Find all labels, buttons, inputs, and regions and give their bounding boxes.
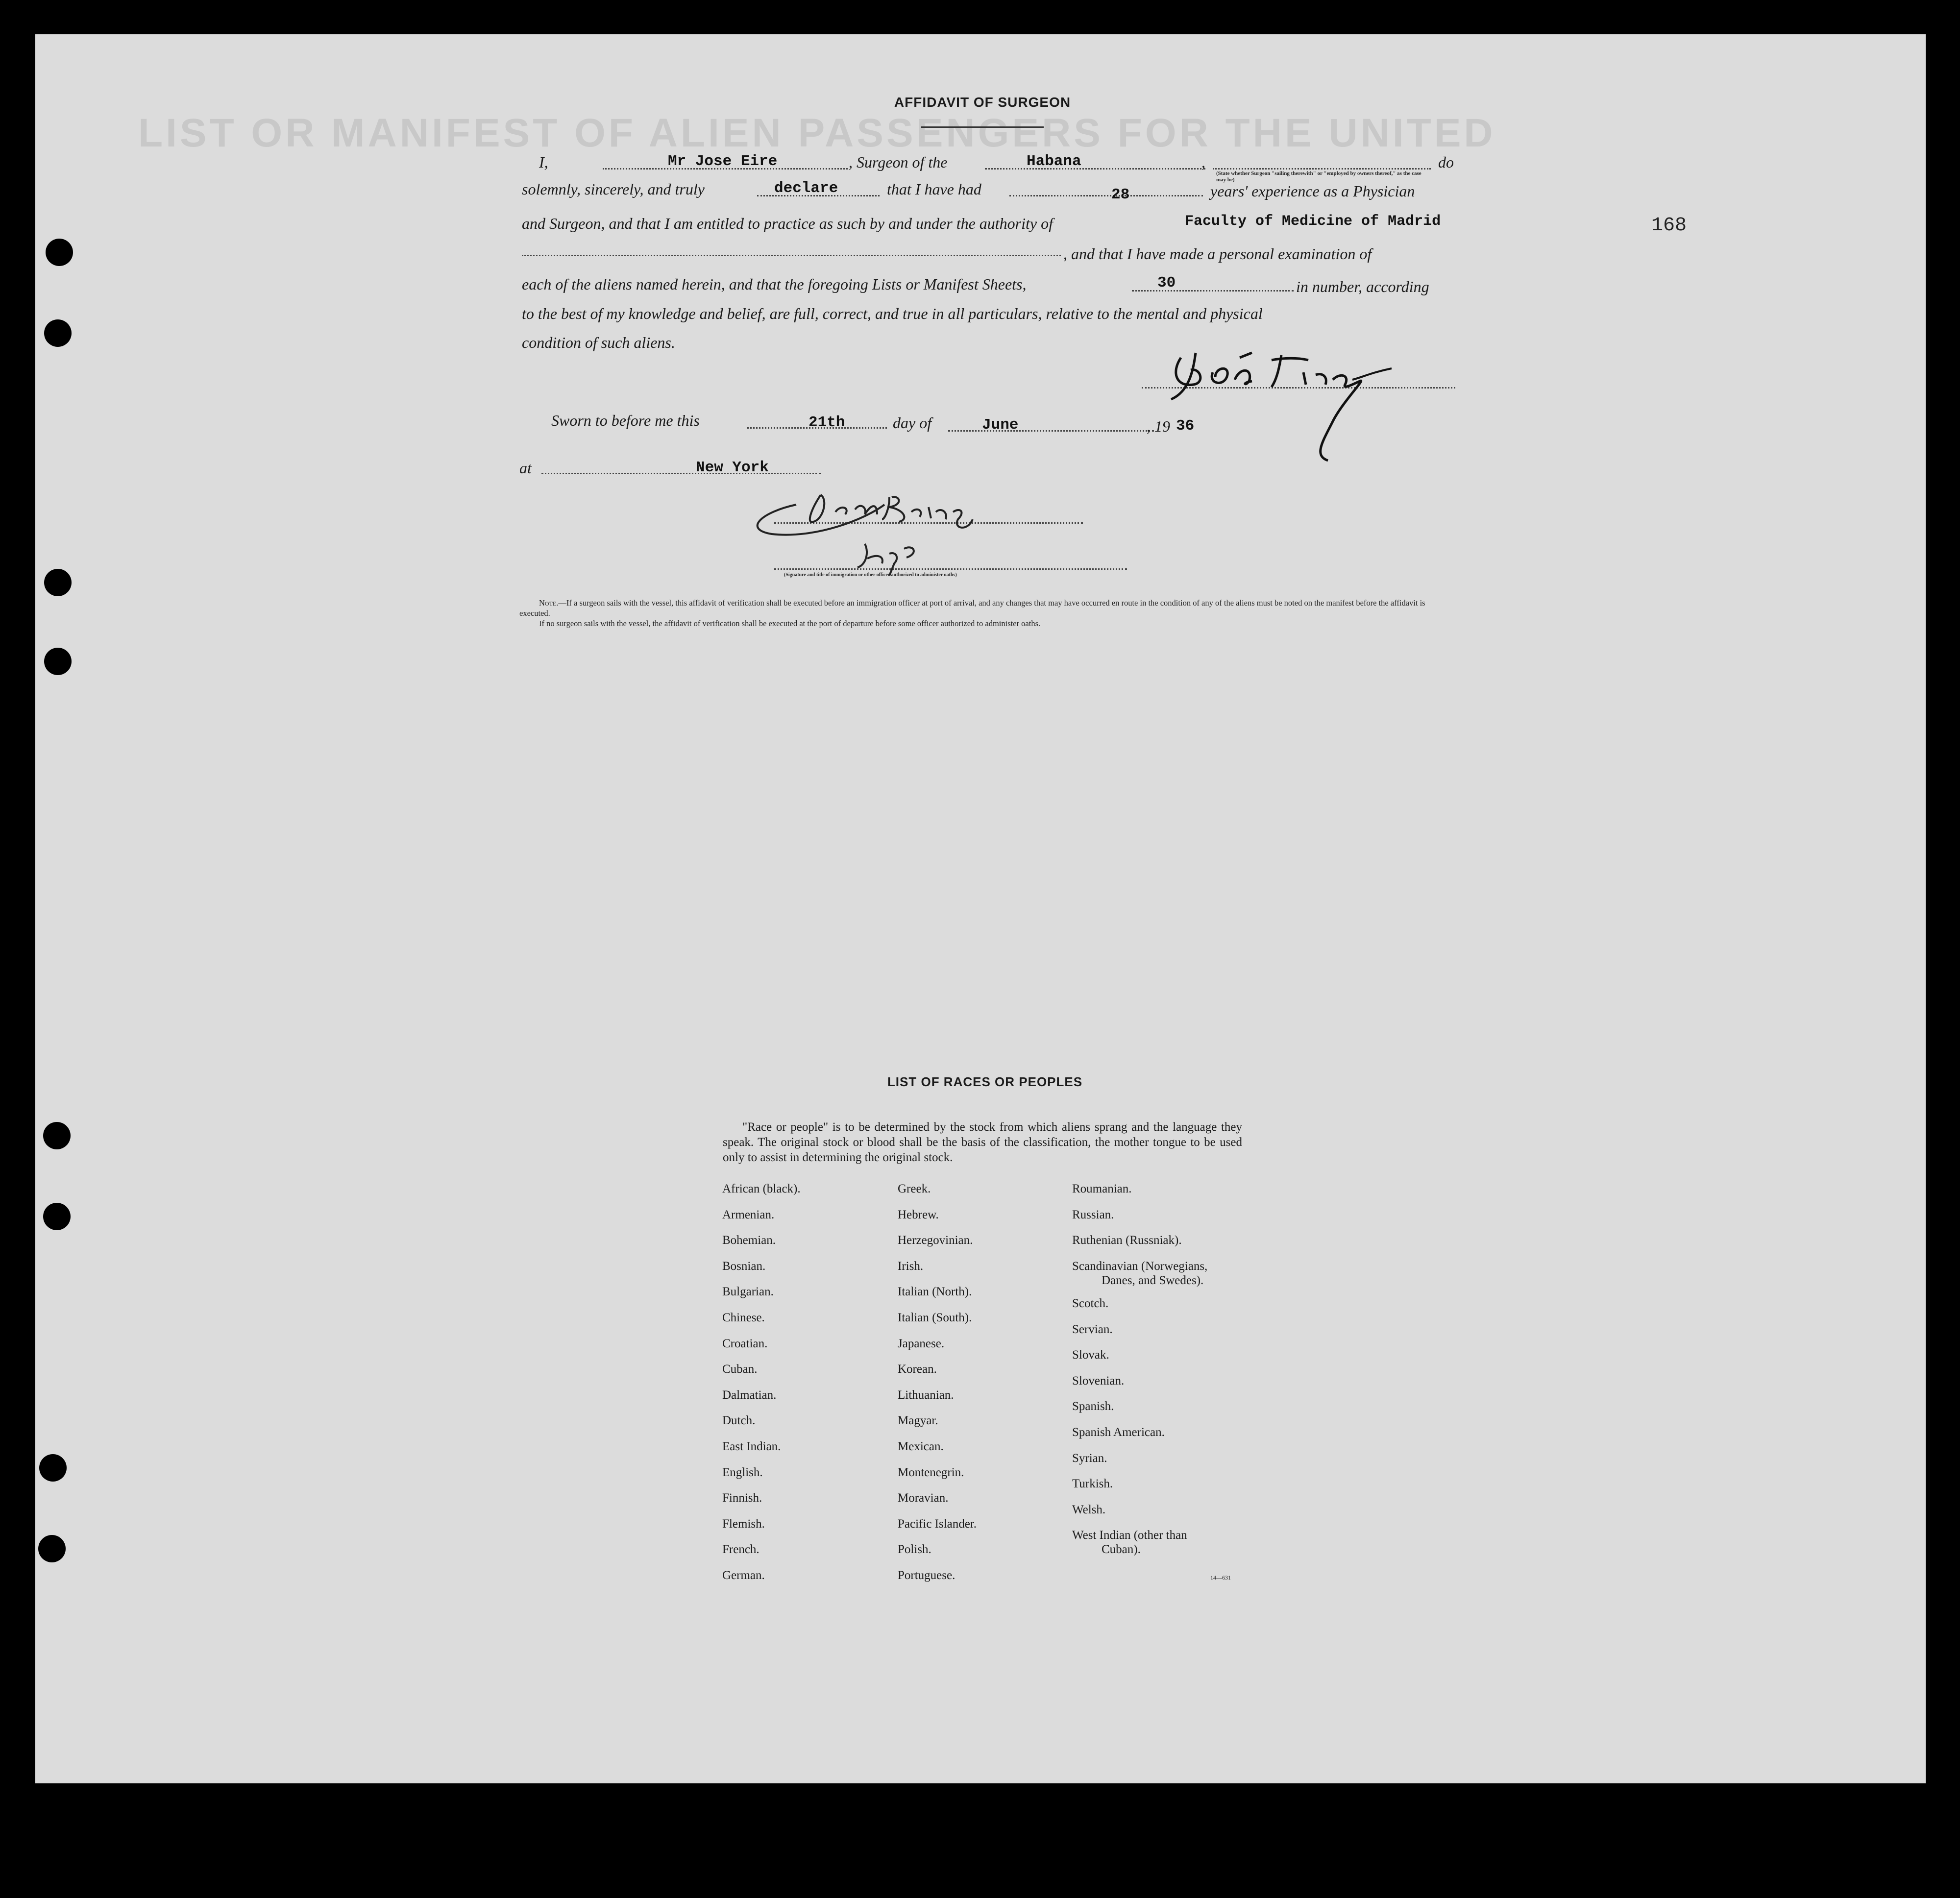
- affidavit-line1-pre: I,: [539, 153, 548, 171]
- race-entry: English.: [722, 1465, 763, 1479]
- race-entry: Portuguese.: [898, 1569, 956, 1582]
- race-entry: Spanish.: [1072, 1400, 1114, 1413]
- years-fill-line: [1009, 195, 1203, 196]
- punch-hole: [39, 1454, 67, 1482]
- punch-hole: [43, 1203, 71, 1230]
- role-instruction-note: (State whether Surgeon "sailing therewith" or "employed by owners thereof," as the case may be): [1216, 170, 1421, 183]
- manifest-sheet-count: 30: [1157, 274, 1176, 292]
- races-title: LIST OF RACES OR PEOPLES: [887, 1074, 1083, 1089]
- race-entry: Italian (North).: [898, 1285, 972, 1299]
- vessel-fill-line: [985, 168, 1205, 170]
- punch-hole: [44, 319, 72, 347]
- race-entry: Spanish American.: [1072, 1426, 1165, 1439]
- race-entry: Chinese.: [722, 1311, 765, 1324]
- race-entry: Dalmatian.: [722, 1388, 777, 1402]
- affidavit-line5-post: in number, according: [1296, 278, 1429, 295]
- race-entry: Servian.: [1072, 1322, 1113, 1336]
- race-entry: Turkish.: [1072, 1477, 1113, 1491]
- punch-hole: [44, 648, 72, 675]
- race-entry: Hebrew.: [898, 1208, 939, 1221]
- race-entry: Korean.: [898, 1363, 937, 1376]
- race-entry: Magyar.: [898, 1414, 938, 1428]
- sworn-day: 21th: [808, 414, 845, 431]
- sworn-pre: Sworn to before me this: [551, 412, 700, 429]
- authority-continuation-line: [522, 255, 1061, 256]
- race-entry: Roumanian.: [1072, 1182, 1132, 1195]
- at-label: at: [519, 459, 532, 477]
- race-entry: Slovenian.: [1072, 1374, 1125, 1387]
- race-entry: Scotch.: [1072, 1297, 1109, 1311]
- month-fill-line: [948, 430, 1154, 432]
- sworn-month: June: [982, 416, 1019, 434]
- vessel-name: Habana: [1027, 153, 1081, 170]
- affidavit-line6: to the best of my knowledge and belief, are full, correct, and true in all particulars, relative to the mental and physical: [522, 305, 1263, 322]
- races-intro: "Race or people" is to be determined by the stock from which aliens sprang and the language they speak. The original stock or blood shall be the basis of the classification, the mother tongue to be used only to assist in determining the original stock.: [723, 1120, 1242, 1164]
- race-entry: East Indian.: [722, 1440, 781, 1453]
- race-entry: Italian (South).: [898, 1311, 972, 1324]
- affidavit-line7: condition of such aliens.: [522, 334, 675, 351]
- punch-hole: [38, 1535, 66, 1562]
- race-entry: Slovak.: [1072, 1348, 1109, 1362]
- note-label: Note.: [539, 598, 559, 608]
- sworn-year-prefix: , 19: [1147, 417, 1170, 435]
- race-entry: Moravian.: [898, 1491, 949, 1505]
- race-entry: Pacific Islander.: [898, 1517, 977, 1531]
- race-entry: Cuban.: [722, 1363, 758, 1376]
- race-entry: Finnish.: [722, 1491, 762, 1505]
- affidavit-line2-pre: solemnly, sincerely, and truly: [522, 180, 705, 198]
- affidavit-line2-mid: that I have had: [887, 180, 981, 198]
- page-number: 168: [1651, 215, 1687, 237]
- race-entry: Welsh.: [1072, 1503, 1106, 1516]
- officer-caption: (Signature and title of immigration or other officer authorized to administer oaths): [784, 572, 957, 578]
- race-entry: Danes, and Swedes).: [1102, 1273, 1204, 1287]
- affidavit-line2-post: years' experience as a Physician: [1210, 182, 1415, 200]
- note-paragraph-2: If no surgeon sails with the vessel, the affidavit of verification shall be executed at the port of departure before some officer authorized to administer oaths.: [539, 619, 1041, 628]
- affidavit-line5-pre: each of the aliens named herein, and that the foregoing Lists or Manifest Sheets,: [522, 275, 1027, 293]
- sheets-fill-line: [1132, 290, 1294, 292]
- race-entry: Syrian.: [1072, 1451, 1107, 1465]
- role-fill-line: [1213, 168, 1431, 170]
- race-entry: Flemish.: [722, 1517, 765, 1531]
- affidavit-line4: , and that I have made a personal examination of: [1063, 245, 1372, 263]
- race-entry: West Indian (other than: [1072, 1529, 1187, 1542]
- affidavit-line1-post: do: [1438, 153, 1454, 171]
- document-sheet: [35, 34, 1926, 1783]
- race-entry: Lithuanian.: [898, 1388, 954, 1402]
- race-entry: German.: [722, 1569, 765, 1582]
- ghost-heading-bleedthrough: LIST OR MANIFEST OF ALIEN PASSENGERS FOR THE UNITED: [138, 111, 1496, 154]
- comma: ,: [1201, 153, 1205, 171]
- declaration-verb: declare: [774, 180, 838, 197]
- affidavit-line3-pre: and Surgeon, and that I am entitled to practice as such by and under the authority of: [522, 215, 1053, 232]
- sworn-year-suffix: 36: [1176, 417, 1195, 435]
- race-entry: Bulgarian.: [722, 1285, 774, 1299]
- race-entry: Herzegovinian.: [898, 1234, 973, 1247]
- race-entry: Bohemian.: [722, 1234, 776, 1247]
- race-entry: French.: [722, 1543, 760, 1557]
- race-entry: Greek.: [898, 1182, 931, 1195]
- sworn-place: New York: [696, 459, 769, 476]
- punch-hole: [46, 239, 73, 266]
- race-entry: Irish.: [898, 1259, 924, 1273]
- officer-signature: [742, 485, 1046, 583]
- race-entry: Armenian.: [722, 1208, 775, 1221]
- affidavit-title: AFFIDAVIT OF SURGEON: [894, 95, 1071, 110]
- affidavit-note: [519, 598, 1455, 629]
- sworn-mid: day of: [893, 414, 932, 432]
- punch-hole: [44, 569, 72, 596]
- surgeon-name: Mr Jose Eire: [668, 153, 778, 170]
- race-entry: Dutch.: [722, 1414, 756, 1428]
- affidavit-line1-mid: , Surgeon of the: [849, 153, 948, 171]
- race-entry: Croatian.: [722, 1337, 768, 1350]
- race-entry: Cuban).: [1102, 1543, 1141, 1557]
- race-entry: Ruthenian (Russniak).: [1072, 1234, 1182, 1247]
- race-entry: Bosnian.: [722, 1259, 766, 1273]
- race-entry: Japanese.: [898, 1337, 945, 1350]
- form-number: 14—631: [1210, 1574, 1231, 1581]
- title-underline: [921, 126, 1044, 128]
- race-entry: Scandinavian (Norwegians,: [1072, 1259, 1208, 1273]
- years-experience: 28: [1111, 186, 1130, 203]
- race-entry: Polish.: [898, 1543, 931, 1557]
- race-entry: African (black).: [722, 1182, 801, 1195]
- note-paragraph-1: —If a surgeon sails with the vessel, this affidavit of verification shall be executed before an immigration officer at port of arrival, and any changes that may have occurred en route in the condition of any of the aliens must be noted on the manifest before the affidavit is executed.: [519, 598, 1425, 618]
- surgeon-signature: [1166, 338, 1421, 465]
- race-entry: Russian.: [1072, 1208, 1114, 1221]
- place-fill-line: [541, 473, 821, 474]
- authority-name: Faculty of Medicine of Madrid: [1185, 213, 1441, 230]
- punch-hole: [43, 1122, 71, 1149]
- race-entry: Montenegrin.: [898, 1465, 964, 1479]
- race-entry: Mexican.: [898, 1440, 944, 1453]
